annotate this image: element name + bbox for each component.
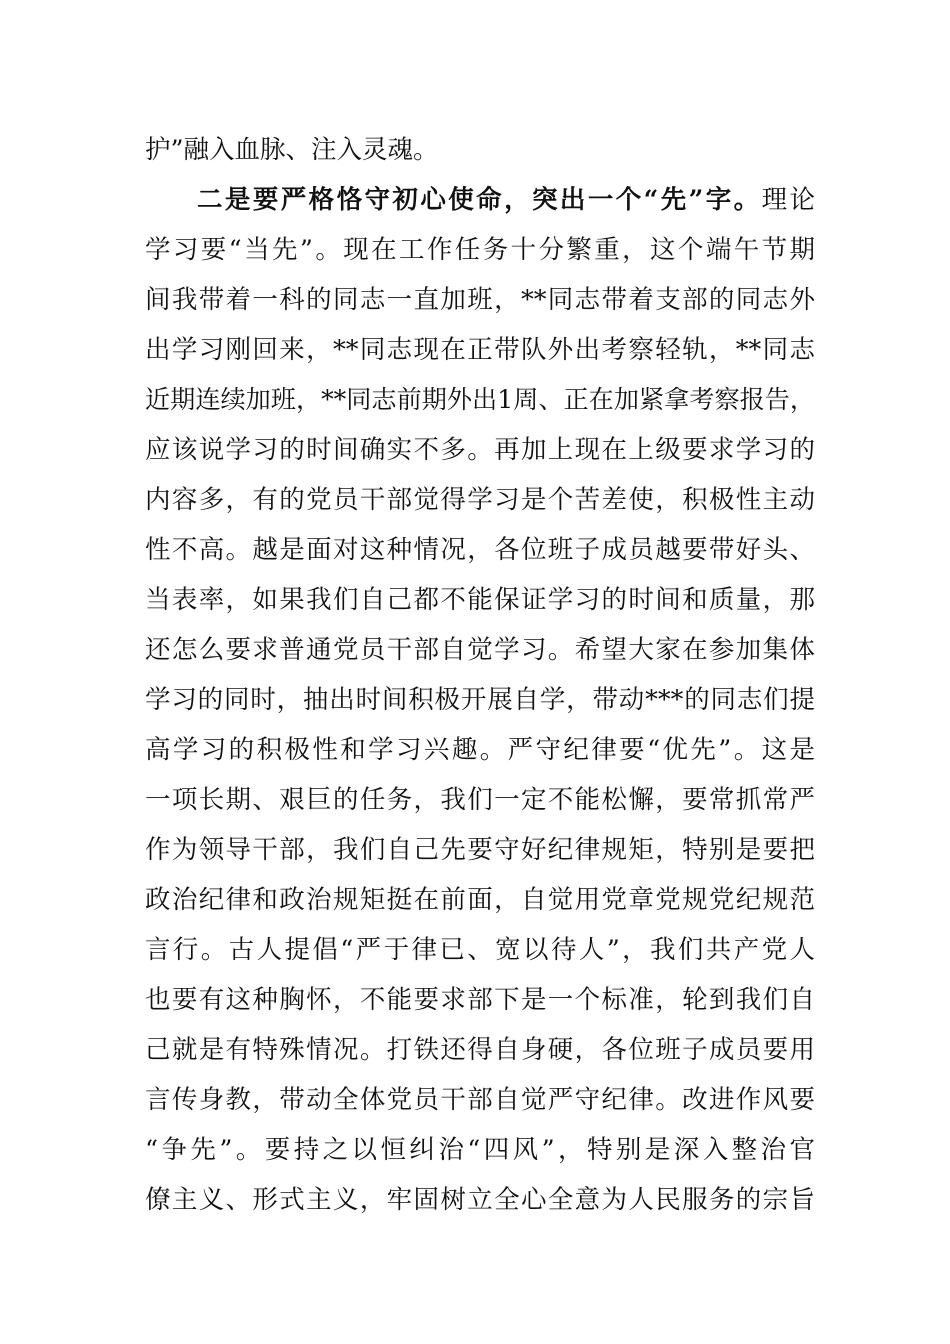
text-line-9 xyxy=(145,530,815,570)
line-text: 言行。古人提倡“严于律已、宽以待人”，我们共产党人 xyxy=(145,935,815,965)
line-text: “争先”。要持之以恒纠治“四风”，特别是深入整治官 xyxy=(145,1135,815,1165)
text-line-2 xyxy=(197,180,815,220)
text-line-21 xyxy=(145,1130,815,1170)
text-line-20 xyxy=(145,1080,815,1120)
line-text: 僚主义、形式主义，牢固树立全心全意为人民服务的宗旨 xyxy=(145,1185,815,1215)
section-heading: 二是要严格恪守初心使命，突出一个“先”字。 xyxy=(197,185,762,215)
line-text: 己就是有特殊情况。打铁还得自身硬，各位班子成员要用 xyxy=(145,1035,815,1065)
text-line-14 xyxy=(145,780,815,820)
text-line-11 xyxy=(145,630,815,670)
text-line-4 xyxy=(145,280,815,320)
line-text: 作为领导干部，我们自己先要守好纪律规矩，特别是要把 xyxy=(145,835,815,865)
line-text: 也要有这种胸怀，不能要求部下是一个标准，轮到我们自 xyxy=(145,985,815,1015)
line-text: 间我带着一科的同志一直加班，**同志带着支部的同志外 xyxy=(145,285,815,315)
text-line-17 xyxy=(145,930,815,970)
line-text: 当表率，如果我们自己都不能保证学习的时间和质量，那 xyxy=(145,585,815,615)
text-line-16 xyxy=(145,880,815,920)
line-text: 言传身教，带动全体党员干部自觉严守纪律。改进作风要 xyxy=(145,1085,815,1115)
text-line-5 xyxy=(145,330,815,370)
line-text: 政治纪律和政治规矩挺在前面，自觉用党章党规党纪规范 xyxy=(145,885,815,915)
line-text: 高学习的积极性和学习兴趣。严守纪律要“优先”。这是 xyxy=(145,735,815,765)
line-text: 性不高。越是面对这种情况，各位班子成员越要带好头、 xyxy=(145,535,815,565)
line-text: 还怎么要求普通党员干部自觉学习。希望大家在参加集体 xyxy=(145,635,815,665)
text-line-19 xyxy=(145,1030,815,1070)
line-text: 应该说学习的时间确实不多。再加上现在上级要求学习的 xyxy=(145,435,815,465)
text-line-22 xyxy=(145,1180,815,1220)
line-text: 出学习刚回来，**同志现在正带队外出考察轻轨，**同志 xyxy=(145,335,815,365)
text-line-3 xyxy=(145,230,815,270)
line-text: 学习要“当先”。现在工作任务十分繁重，这个端午节期 xyxy=(145,235,815,265)
text-line-6 xyxy=(145,380,815,420)
text-line-10 xyxy=(145,580,815,620)
text-line-15 xyxy=(145,830,815,870)
text-line-8 xyxy=(145,480,815,520)
text-line-1 xyxy=(145,130,815,170)
text-line-13 xyxy=(145,730,815,770)
line-text: 学习的同时，抽出时间积极开展自学，带动***的同志们提 xyxy=(145,685,815,715)
line-text: 内容多，有的党员干部觉得学习是个苦差使，积极性主动 xyxy=(145,485,815,515)
line-text: 护”融入血脉、注入灵魂。 xyxy=(145,135,439,165)
text-line-7 xyxy=(145,430,815,470)
text-line-12 xyxy=(145,680,815,720)
line-text: 一项长期、艰巨的任务，我们一定不能松懈，要常抓常严 xyxy=(145,785,815,815)
text-line-18 xyxy=(145,980,815,1020)
line-text: 理论 xyxy=(761,185,815,215)
line-text: 近期连续加班，**同志前期外出1周、正在加紧拿考察报告， xyxy=(145,385,816,414)
